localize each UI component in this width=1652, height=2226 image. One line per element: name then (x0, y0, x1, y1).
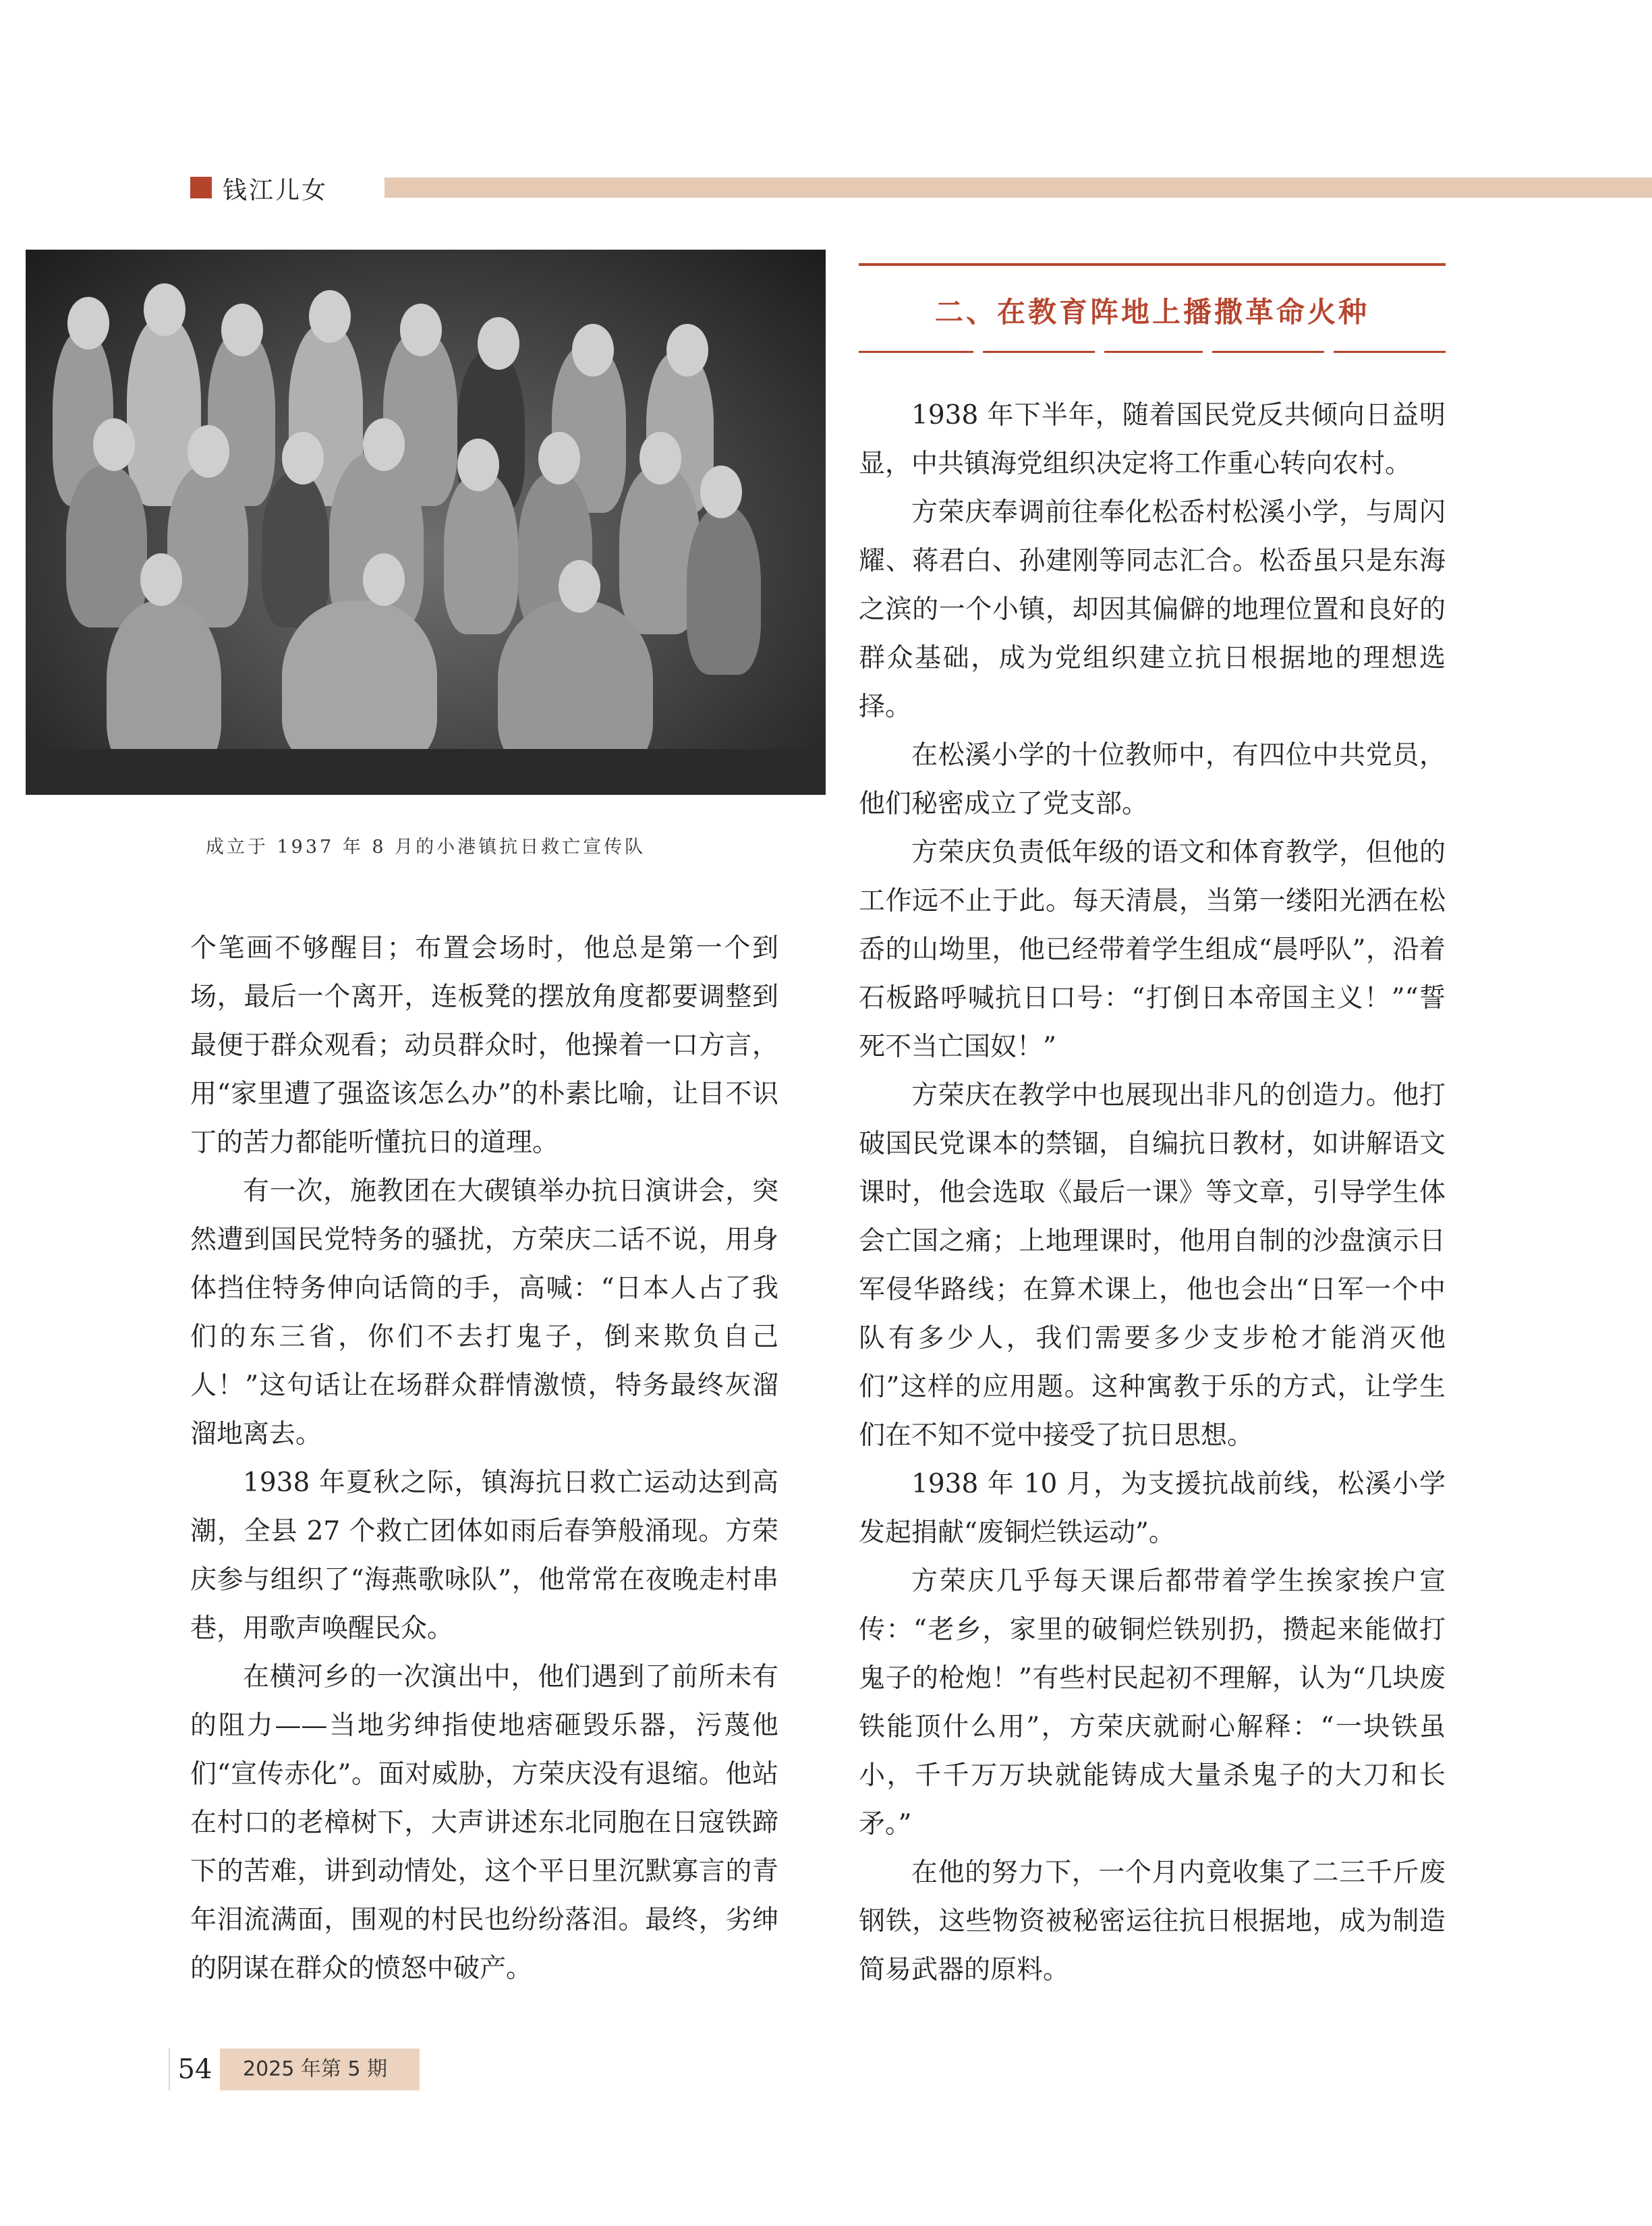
paragraph: 在横河乡的一次演出中，他们遇到了前所未有的阻力——当地劣绅指使地痞砸毁乐器，污蔑他们“宣传赤化”。面对威胁，方荣庆没有退缩。他站在村口的老樟树下，大声讲述东北同胞在日寇铁蹄下的苦难，讲到动情处，这个平日里沉默寡言的青年泪流满面，围观的村民也纷纷落泪。最终，劣绅的阴谋在群众的愤怒中破产。 (190, 1662, 778, 1984)
paragraph: 有一次，施教团在大碶镇举办抗日演讲会，突然遭到国民党特务的骚扰，方荣庆二话不说，用身体挡住特务伸向话筒的手，高喊：“日本人占了我们的东三省，你们不去打鬼子，倒来欺负自己人！”这句话让在场群众群情激愤，特务最终灰溜溜地离去。 (190, 1176, 778, 1449)
paragraph: 在松溪小学的十位教师中，有四位中共党员，他们秘密成立了党支部。 (859, 740, 1446, 819)
paragraph: 方荣庆奉调前往奉化松岙村松溪小学，与周闪耀、蒋君白、孙建刚等同志汇合。松岙虽只是东海之滨的一个小镇，却因其偏僻的地理位置和良好的群众基础，成为党组织建立抗日根据地的理想选择。 (859, 497, 1446, 722)
header-marker (190, 177, 212, 198)
header-bar (384, 177, 1652, 198)
section-header-title: 钱江儿女 (223, 177, 329, 204)
photo-caption: 成立于 1937 年 8 月的小港镇抗日救亡宣传队 (205, 837, 646, 858)
paragraph: 在他的努力下，一个月内竟收集了二三千斤废钢铁，这些物资被秘密运往抗日根据地，成为制造简易武器的原料。 (859, 1858, 1446, 1985)
issue-label: 2025 年第 5 期 (243, 2057, 388, 2081)
paragraph: 方荣庆几乎每天课后都带着学生挨家挨户宣传：“老乡，家里的破铜烂铁别扔，攒起来能做打鬼子的枪炮！”有些村民起初不理解，认为“几块废铁能顶什么用”，方荣庆就耐心解释：“一块铁虽小，千千万万块就能铸成大量杀鬼子的大刀和长矛。” (859, 1566, 1446, 1839)
section-rule-bottom (859, 351, 1446, 353)
left-text-column (190, 924, 778, 1993)
right-text-column (859, 391, 1446, 1995)
paragraph: 方荣庆在教学中也展现出非凡的创造力。他打破国民党课本的禁锢，自编抗日教材，如讲解语文课时，他会选取《最后一课》等文章，引导学生体会亡国之痛；上地理课时，他用自制的沙盘演示日军侵华路线；在算术课上，他也会出“日军一个中队有多少人，我们需要多少支步枪才能消灭他们”这样的应用题。这种寓教于乐的方式，让学生们在不知不觉中接受了抗日思想。 (859, 1080, 1446, 1451)
section-heading: 二、在教育阵地上播撒革命火种 (934, 296, 1369, 329)
paragraph: 个笔画不够醒目；布置会场时，他总是第一个到场，最后一个离开，连板凳的摆放角度都要调整到最便于群众观看；动员群众时，他操着一口方言，用“家里遭了强盗该怎么办”的朴素比喻，让目不识丁的苦力都能听懂抗日的道理。 (190, 933, 778, 1158)
paragraph: 1938 年 10 月，为支援抗战前线，松溪小学发起捐献“废铜烂铁运动”。 (859, 1469, 1446, 1548)
page-number: 54 (170, 2049, 220, 2090)
historical-group-photo (26, 250, 826, 795)
paragraph: 1938 年夏秋之际，镇海抗日救亡运动达到高潮，全县 27 个救亡团体如雨后春笋般涌现。方荣庆参与组织了“海燕歌咏队”，他常常在夜晚走村串巷，用歌声唤醒民众。 (190, 1468, 778, 1644)
section-rule-top (859, 263, 1446, 266)
paragraph: 1938 年下半年，随着国民党反共倾向日益明显，中共镇海党组织决定将工作重心转向农村。 (859, 400, 1446, 479)
paragraph: 方荣庆负责低年级的语文和体育教学，但他的工作远不止于此。每天清晨，当第一缕阳光洒在松岙的山坳里，他已经带着学生组成“晨呼队”，沿着石板路呼喊抗日口号：“打倒日本帝国主义！”“誓死不当亡国奴！” (859, 837, 1446, 1062)
